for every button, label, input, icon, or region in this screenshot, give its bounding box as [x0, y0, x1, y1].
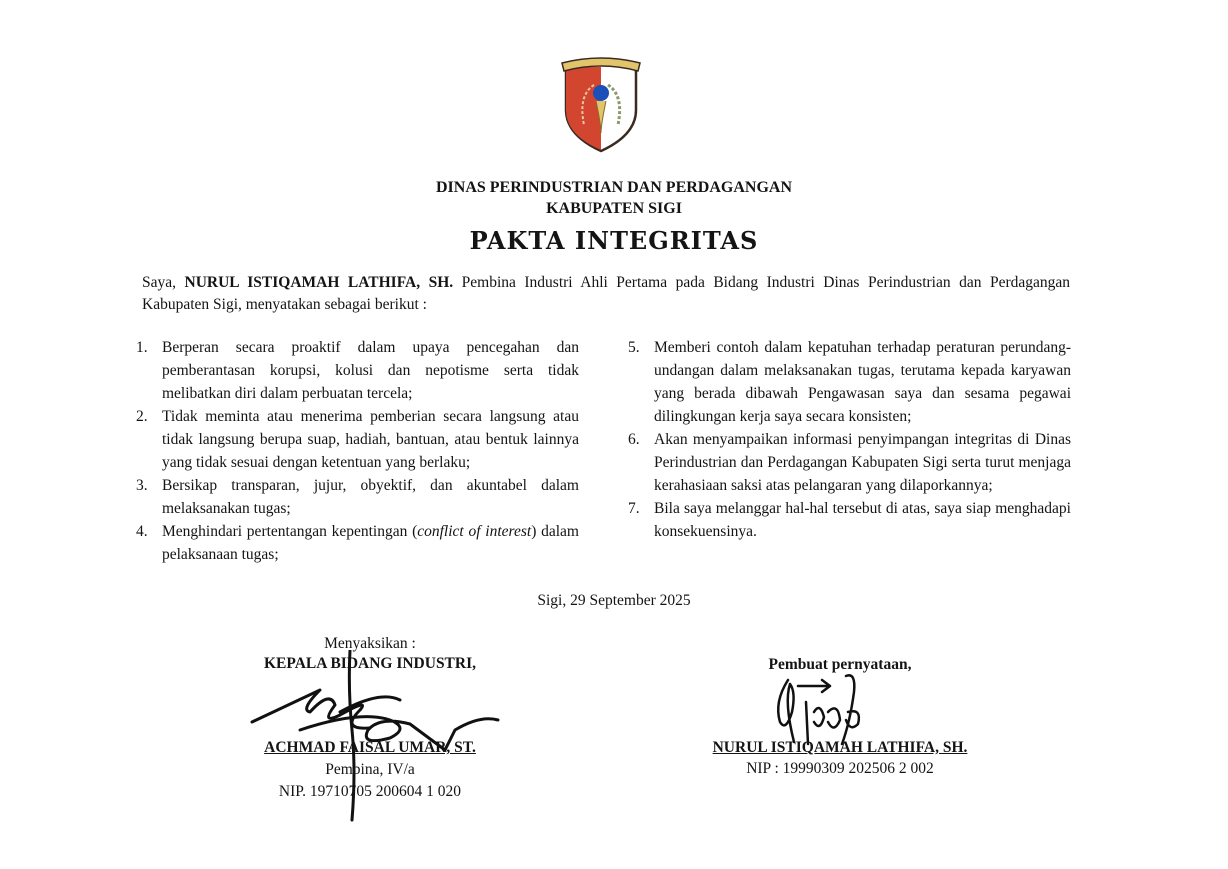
item-number: 4. — [136, 523, 148, 540]
declarant-name: NURUL ISTIQAMAH LATHIFA, SH. — [712, 739, 968, 756]
statement-list-right — [628, 336, 1071, 543]
declarant-signature — [770, 672, 880, 747]
witness-label: Menyaksikan : — [324, 635, 416, 652]
item-text-italic: conflict of interest — [417, 523, 532, 540]
declarant-nip: NIP : 19990309 202506 2 002 — [746, 760, 934, 777]
intro-lead: Saya, — [142, 274, 177, 291]
witness-name: ACHMAD FAISAL UMAR, ST. — [264, 739, 476, 756]
list-item — [628, 336, 1071, 428]
intro-rest: Pembina Industri Ahli Pertama pada Bidang Industri Dinas Perindustrian dan Perdagangan Kabupaten Sigi, menyatakan sebagai berikut : — [142, 274, 1071, 313]
list-item — [136, 405, 579, 474]
item-text: Bila saya melanggar hal-hal tersebut di atas, saya siap menghadapi konsekuensinya. — [654, 500, 1071, 540]
declarant-label: Pembuat pernyataan, — [768, 656, 912, 673]
item-number: 7. — [628, 500, 640, 517]
item-number: 3. — [136, 477, 148, 494]
witness-signature-block — [220, 634, 520, 800]
list-item — [136, 474, 579, 520]
item-text-before: Menghindari pertentangan kepentingan ( — [162, 523, 418, 540]
item-number: 1. — [136, 339, 148, 356]
item-text: Tidak meminta atau menerima pemberian secara langsung atau tidak langsung berupa suap, hadiah, bantuan, atau bentuk lainnya yang tidak sesuai dengan ketentuan yang berlaku; — [162, 408, 579, 471]
item-text: Bersikap transparan, jujur, obyektif, dan akuntabel dalam melaksanakan tugas; — [162, 477, 579, 517]
document-title: PAKTA INTEGRITAS — [469, 226, 759, 255]
list-item — [136, 336, 579, 405]
declarant-signature-block — [680, 655, 1000, 777]
statement-list-left — [136, 336, 579, 566]
item-number: 2. — [136, 408, 148, 425]
item-text — [162, 520, 579, 566]
regency-name: KABUPATEN SIGI — [546, 200, 682, 217]
item-text-after: ) dalam pelaksanaan tugas; — [162, 523, 579, 563]
list-item — [628, 497, 1071, 543]
document-date: Sigi, 29 September 2025 — [537, 592, 691, 609]
witness-nip: NIP. 19710705 200604 1 020 — [278, 783, 462, 800]
item-text: Memberi contoh dalam kepatuhan terhadap peraturan perundang-undangan dalam melaksanakan tugas, terutama kepada karyawan yang berada dibawah Pengawasan saya dan sesama pegawai dilingkungan kerja saya secara konsisten; — [654, 339, 1071, 425]
item-text: Akan menyampaikan informasi penyimpangan integritas di Dinas Perindustrian dan Perdagangan Kabupaten Sigi serta turut menjaga kerahasiaan saksi atas pelangaran yang dilaporkannya; — [654, 431, 1071, 494]
list-item — [136, 520, 579, 566]
item-number: 6. — [628, 431, 640, 448]
list-item — [628, 428, 1071, 497]
item-text: Berperan secara proaktif dalam upaya pencegahan dan pemberantasan korupsi, kolusi dan nepotisme serta tidak melibatkan diri dalam perbuatan tercela; — [162, 339, 579, 402]
witness-position: KEPALA BIDANG INDUSTRI, — [263, 655, 476, 672]
declarant-name-inline: NURUL ISTIQAMAH LATHIFA, SH. — [184, 274, 454, 291]
intro-paragraph — [142, 272, 1070, 316]
agency-name: DINAS PERINDUSTRIAN DAN PERDAGANGAN — [435, 179, 793, 196]
item-number: 5. — [628, 339, 640, 356]
kabupaten-sigi-logo — [558, 55, 644, 155]
witness-rank: Pembina, IV/a — [325, 761, 415, 778]
